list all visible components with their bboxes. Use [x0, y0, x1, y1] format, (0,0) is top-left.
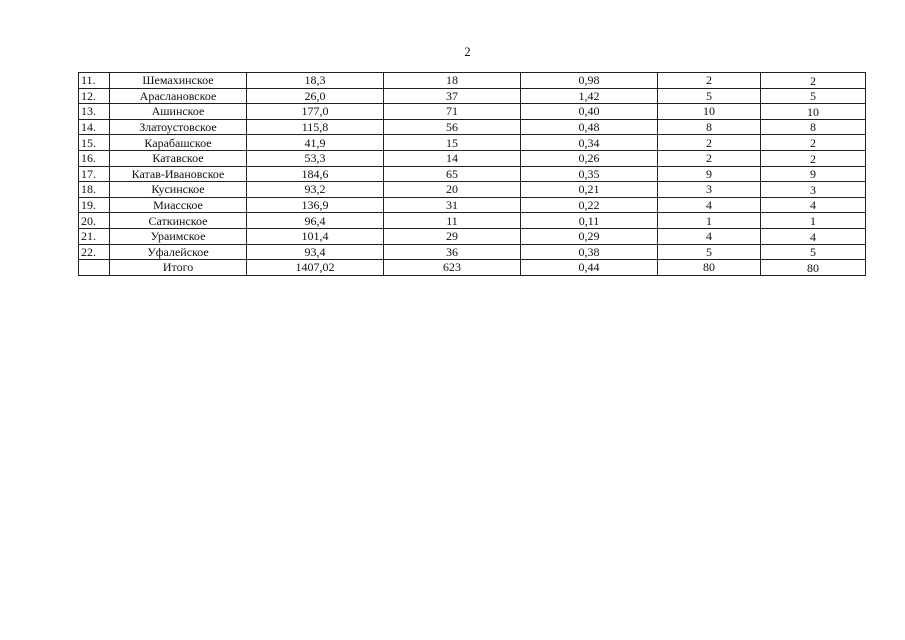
table-row: [79, 213, 866, 229]
cell-value-1: 115,8: [247, 119, 384, 135]
row-number: 11.: [79, 73, 110, 89]
cell-value-4: 4: [658, 197, 761, 213]
row-number: 19.: [79, 197, 110, 213]
cell-value-2: 11: [384, 213, 521, 229]
total-label: Итого: [110, 260, 247, 276]
cell-value-5: 5: [761, 244, 866, 260]
cell-value-3: 0,44: [521, 260, 658, 276]
area-name: Шемахинское: [110, 73, 247, 89]
area-name: Ашинское: [110, 104, 247, 120]
cell-value-3: 0,98: [521, 73, 658, 89]
cell-value-5: 4: [761, 197, 866, 213]
cell-value-1: 184,6: [247, 166, 384, 182]
table-row: [79, 104, 866, 120]
cell-value-3: 0,21: [521, 182, 658, 198]
cell-value-5: 2: [761, 73, 866, 89]
cell-value-2: 14: [384, 150, 521, 166]
row-number: 22.: [79, 244, 110, 260]
cell-value-3: 0,35: [521, 166, 658, 182]
cell-value-2: 56: [384, 119, 521, 135]
area-name: Ураимское: [110, 228, 247, 244]
row-number: 21.: [79, 228, 110, 244]
cell-value-2: 15: [384, 135, 521, 151]
cell-value-4: 8: [658, 119, 761, 135]
cell-value-5: 2: [761, 135, 866, 151]
area-name: Златоустовское: [110, 119, 247, 135]
cell-value-4: 80: [658, 260, 761, 276]
cell-value-3: 0,48: [521, 119, 658, 135]
area-name: Уфалейское: [110, 244, 247, 260]
row-number: 20.: [79, 213, 110, 229]
page-number: 2: [464, 44, 471, 59]
cell-value-1: 18,3: [247, 73, 384, 89]
cell-value-4: 3: [658, 182, 761, 198]
cell-value-1: 101,4: [247, 228, 384, 244]
table-row: [79, 119, 866, 135]
table-row: [79, 150, 866, 166]
cell-value-4: 10: [658, 104, 761, 120]
area-name: Карабашское: [110, 135, 247, 151]
cell-value-2: 18: [384, 73, 521, 89]
data-table: [78, 72, 866, 276]
row-number: 12.: [79, 88, 110, 104]
cell-value-1: 177,0: [247, 104, 384, 120]
row-number: [79, 260, 110, 276]
cell-value-4: 2: [658, 135, 761, 151]
table-row: [79, 73, 866, 89]
cell-value-4: 2: [658, 150, 761, 166]
cell-value-3: 1,42: [521, 88, 658, 104]
area-name: Саткинское: [110, 213, 247, 229]
cell-value-1: 41,9: [247, 135, 384, 151]
cell-value-5: 9: [761, 166, 866, 182]
cell-value-5: 2: [761, 150, 866, 166]
cell-value-4: 1: [658, 213, 761, 229]
cell-value-2: 36: [384, 244, 521, 260]
table-row: [79, 228, 866, 244]
cell-value-1: 26,0: [247, 88, 384, 104]
cell-value-5: 4: [761, 228, 866, 244]
cell-value-3: 0,38: [521, 244, 658, 260]
table-row: [79, 197, 866, 213]
cell-value-5: 5: [761, 88, 866, 104]
area-name: Араслановское: [110, 88, 247, 104]
cell-value-1: 1407,02: [247, 260, 384, 276]
area-name: Катавское: [110, 150, 247, 166]
table-row: [79, 244, 866, 260]
area-name: Кусинское: [110, 182, 247, 198]
cell-value-4: 5: [658, 244, 761, 260]
cell-value-3: 0,29: [521, 228, 658, 244]
cell-value-5: 8: [761, 119, 866, 135]
cell-value-4: 4: [658, 228, 761, 244]
cell-value-2: 37: [384, 88, 521, 104]
cell-value-3: 0,40: [521, 104, 658, 120]
cell-value-3: 0,34: [521, 135, 658, 151]
row-number: 16.: [79, 150, 110, 166]
total-row: [79, 260, 866, 276]
table-row: [79, 135, 866, 151]
cell-value-3: 0,26: [521, 150, 658, 166]
cell-value-1: 93,4: [247, 244, 384, 260]
row-number: 13.: [79, 104, 110, 120]
row-number: 17.: [79, 166, 110, 182]
cell-value-2: 20: [384, 182, 521, 198]
table-row: [79, 166, 866, 182]
cell-value-4: 2: [658, 73, 761, 89]
cell-value-5: 3: [761, 182, 866, 198]
cell-value-4: 5: [658, 88, 761, 104]
row-number: 14.: [79, 119, 110, 135]
cell-value-1: 136,9: [247, 197, 384, 213]
cell-value-1: 96,4: [247, 213, 384, 229]
cell-value-5: 80: [761, 260, 866, 276]
row-number: 15.: [79, 135, 110, 151]
row-number: 18.: [79, 182, 110, 198]
area-name: Катав-Ивановское: [110, 166, 247, 182]
cell-value-4: 9: [658, 166, 761, 182]
cell-value-5: 1: [761, 213, 866, 229]
cell-value-2: 623: [384, 260, 521, 276]
cell-value-2: 29: [384, 228, 521, 244]
cell-value-2: 71: [384, 104, 521, 120]
area-name: Миасское: [110, 197, 247, 213]
table-row: [79, 88, 866, 104]
cell-value-2: 31: [384, 197, 521, 213]
cell-value-1: 53,3: [247, 150, 384, 166]
cell-value-2: 65: [384, 166, 521, 182]
table-row: [79, 182, 866, 198]
cell-value-3: 0,11: [521, 213, 658, 229]
cell-value-5: 10: [761, 104, 866, 120]
cell-value-1: 93,2: [247, 182, 384, 198]
cell-value-3: 0,22: [521, 197, 658, 213]
